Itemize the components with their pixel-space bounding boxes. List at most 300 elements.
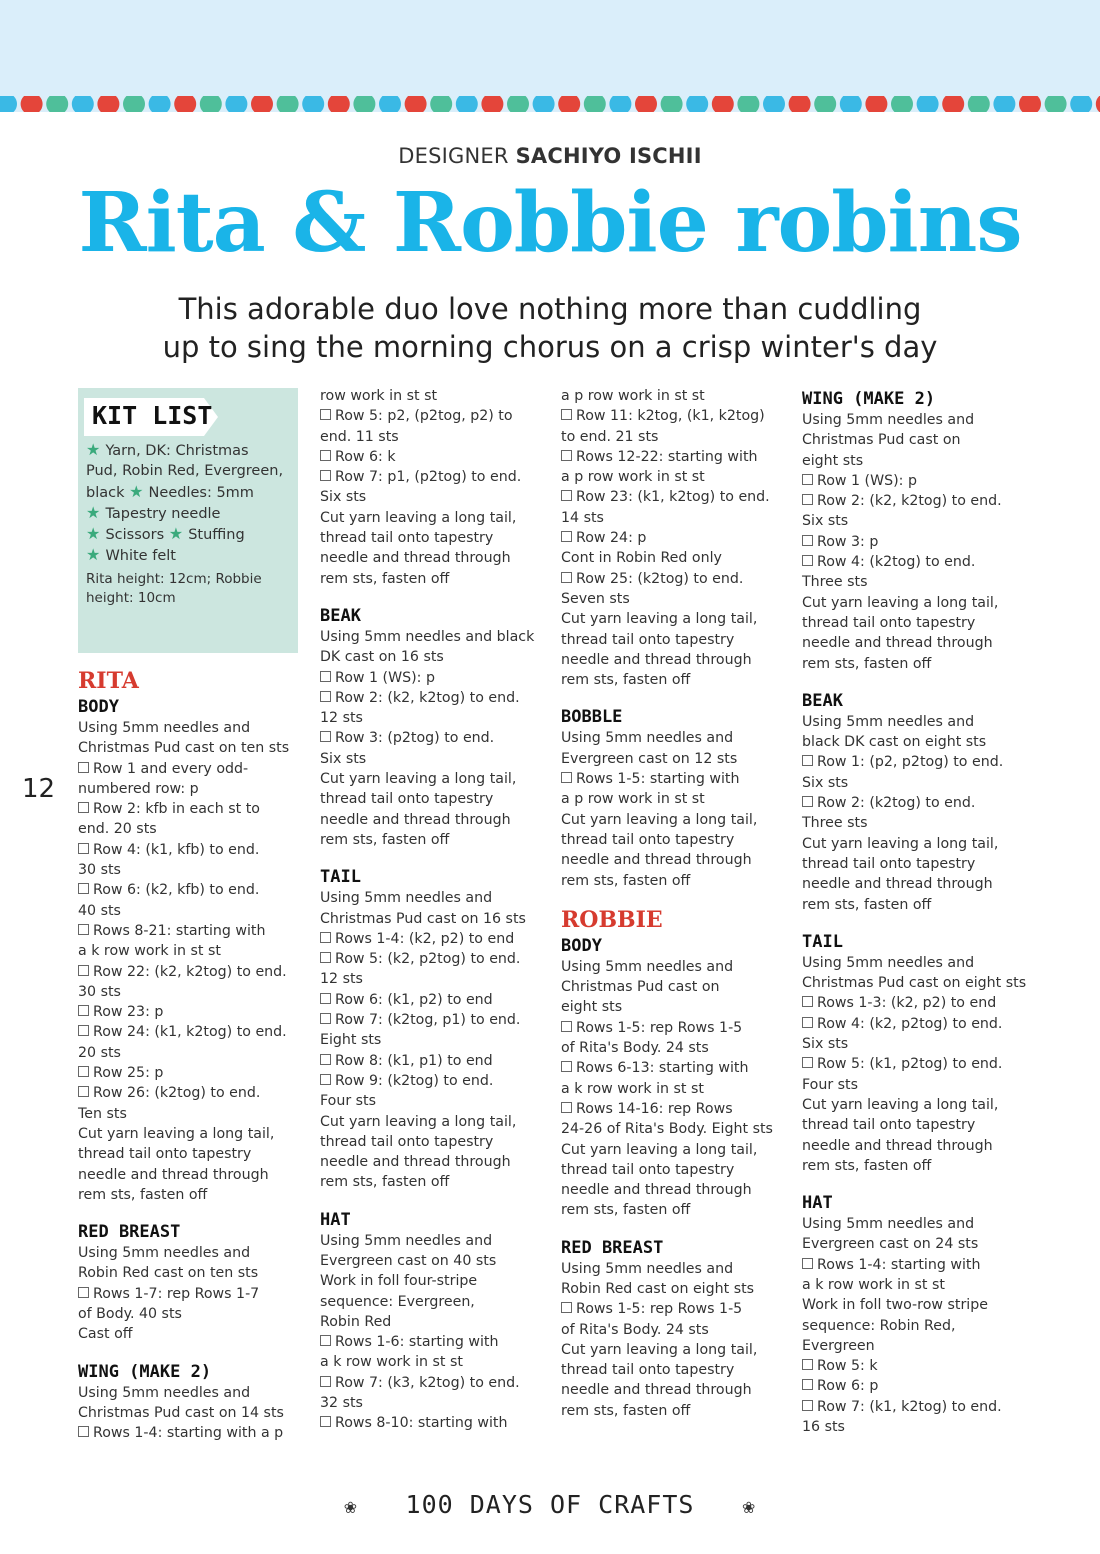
row-instruction: Rows 1-5: starting with [576, 771, 740, 788]
instruction-line: a p row work in st st [561, 791, 705, 808]
kit-list-pennant-tail [78, 652, 298, 654]
row-instruction: Row 6: k [335, 448, 396, 465]
checkbox-icon[interactable] [78, 1025, 89, 1036]
checkbox-icon[interactable] [78, 1066, 89, 1077]
instruction-line: Evergreen [802, 1337, 875, 1354]
instruction-line: Christmas Pud cast on eight sts [802, 975, 1027, 992]
section-gap [561, 891, 793, 905]
instruction-line: end. 11 sts [320, 428, 399, 445]
row-instruction: Row 1: (p2, p2tog) to end. [817, 754, 1004, 771]
checkbox-icon[interactable] [320, 409, 331, 420]
checkbox-icon[interactable] [78, 965, 89, 976]
instruction-line: sequence: Robin Red, [802, 1317, 956, 1334]
scalloped-dot-border [0, 96, 1100, 112]
border-dot [0, 96, 17, 112]
border-dot [353, 96, 375, 112]
checkbox-icon[interactable] [78, 1005, 89, 1016]
row-instruction: Rows 1-6: starting with [335, 1334, 499, 1351]
row-instruction: Row 2: (k2tog) to end. [817, 795, 976, 812]
checkbox-icon[interactable] [802, 1359, 813, 1370]
instruction-line: Seven sts [561, 590, 630, 607]
instruction-line: 30 sts [78, 983, 121, 1000]
instruction-line: Evergreen cast on 24 sts [802, 1236, 979, 1253]
pattern-column-2 [320, 386, 552, 1434]
border-dot [507, 96, 529, 112]
instruction-line: Robin Red cast on ten sts [78, 1265, 259, 1282]
checkbox-icon[interactable] [320, 470, 331, 481]
instruction-line: thread tail onto tapestry [561, 631, 735, 648]
instruction-line: rem sts, fasten off [802, 1157, 932, 1174]
instruction-line: Ten sts [78, 1105, 127, 1122]
kit-list-line [86, 440, 292, 461]
kit-list-line [86, 503, 292, 524]
row-instruction: Row 5: k [817, 1358, 878, 1375]
border-dot [635, 96, 657, 112]
instruction-line: Six sts [320, 750, 367, 767]
row-instruction: Row 3: (p2tog) to end. [335, 730, 495, 747]
row-instruction: Row 5: (k2, p2tog) to end. [335, 951, 521, 968]
checkbox-row [802, 1397, 1034, 1417]
instruction-line: Evergreen cast on 12 sts [561, 750, 738, 767]
instruction-line: thread tail onto tapestry [561, 1362, 735, 1379]
instruction-line: Cut yarn leaving a long tail, [78, 1125, 275, 1142]
row-instruction: Row 7: (k3, k2tog) to end. [335, 1374, 520, 1391]
instruction-line: rem sts, fasten off [561, 1402, 691, 1419]
checkbox-icon[interactable] [561, 450, 572, 461]
border-dot [481, 96, 503, 112]
instruction-line: 12 sts [320, 971, 363, 988]
checkbox-row [802, 491, 1034, 511]
pattern-column-3 [561, 386, 793, 1421]
instruction-line: needle and thread through [320, 1154, 511, 1171]
checkbox-row [561, 1018, 793, 1038]
kit-list-line [86, 545, 292, 566]
designer-prefix: DESIGNER [398, 144, 516, 168]
kit-item-text: Pud, Robin Red, Evergreen, [86, 463, 284, 480]
flower-icon: ❀ [344, 1494, 358, 1518]
instruction-line: rem sts, fasten off [320, 1174, 450, 1191]
checkbox-icon[interactable] [320, 691, 331, 702]
instruction-line: needle and thread through [561, 651, 752, 668]
instruction-line: DK cast on 16 sts [320, 649, 444, 666]
instruction-line: 40 sts [78, 902, 121, 919]
checkbox-row [561, 769, 793, 789]
instruction-line: Work in foll two-row stripe [802, 1297, 988, 1314]
instruction-line: thread tail onto tapestry [802, 855, 976, 872]
checkbox-icon[interactable] [320, 932, 331, 943]
border-dot [1096, 96, 1100, 112]
footer-title: 100 DAYS OF CRAFTS [405, 1490, 695, 1519]
instruction-line: Christmas Pud cast on 16 sts [320, 910, 526, 927]
border-dot [584, 96, 606, 112]
instruction-line: Christmas Pud cast on 14 sts [78, 1404, 284, 1421]
instruction-line: sequence: Evergreen, [320, 1293, 475, 1310]
border-dot [328, 96, 350, 112]
checkbox-icon[interactable] [78, 1426, 89, 1437]
checkbox-icon[interactable] [802, 996, 813, 1007]
border-dot [430, 96, 452, 112]
instruction-line: rem sts, fasten off [802, 655, 932, 672]
checkbox-icon[interactable] [78, 1287, 89, 1298]
flower-icon: ❀ [742, 1494, 756, 1518]
checkbox-icon[interactable] [802, 1017, 813, 1028]
checkbox-row [320, 467, 552, 487]
instruction-line: a p row work in st st [561, 388, 705, 404]
checkbox-row [78, 1063, 310, 1083]
instruction-line: 14 sts [561, 509, 604, 526]
border-dot [917, 96, 939, 112]
border-dot [174, 96, 196, 112]
instruction-line: needle and thread through [802, 1137, 993, 1154]
instruction-line: 32 sts [320, 1395, 363, 1412]
instruction-line: of Rita's Body. 24 sts [561, 1321, 709, 1338]
instruction-line: thread tail onto tapestry [320, 530, 494, 547]
instruction-line: needle and thread through [561, 1382, 752, 1399]
instruction-line: thread tail onto tapestry [802, 614, 976, 631]
row-instruction: Row 26: (k2tog) to end. [93, 1085, 261, 1102]
checkbox-row [320, 929, 552, 949]
checkbox-row [320, 1413, 552, 1433]
instruction-line: thread tail onto tapestry [802, 1117, 976, 1134]
instruction-line: eight sts [561, 999, 623, 1016]
row-instruction: Rows 14-16: rep Rows [576, 1100, 733, 1117]
section-heading: HAT [320, 1209, 351, 1230]
border-dot [789, 96, 811, 112]
section-gap [802, 674, 1034, 688]
row-instruction: Row 2: kfb in each st to [93, 801, 260, 818]
instruction-line: a k row work in st st [561, 1080, 704, 1097]
checkbox-icon[interactable] [561, 1102, 572, 1113]
instruction-line: of Rita's Body. 24 sts [561, 1040, 709, 1057]
row-instruction: Row 2: (k2, k2tog) to end. [335, 689, 520, 706]
row-instruction: Row 22: (k2, k2tog) to end. [93, 963, 287, 980]
row-instruction: Rows 1-4: (k2, p2) to end [335, 930, 515, 947]
checkbox-icon[interactable] [320, 1376, 331, 1387]
top-band [0, 0, 1100, 112]
instruction-line: Work in foll four-stripe [320, 1273, 478, 1290]
row-instruction: Row 5: p2, (p2tog, p2) to [335, 408, 513, 425]
checkbox-row [78, 962, 310, 982]
checkbox-row [561, 1058, 793, 1078]
checkbox-row [320, 1010, 552, 1030]
instruction-line: Cut yarn leaving a long tail, [320, 1113, 517, 1130]
instruction-line: needle and thread through [78, 1166, 269, 1183]
designer-credit [0, 144, 1100, 168]
row-instruction: Rows 8-10: starting with [335, 1415, 508, 1432]
kit-list-line [86, 482, 292, 503]
star-icon: ★ [129, 481, 149, 501]
instruction-line: needle and thread through [320, 550, 511, 567]
checkbox-row [320, 1332, 552, 1352]
checkbox-icon[interactable] [78, 802, 89, 813]
checkbox-icon[interactable] [561, 1302, 572, 1313]
instruction-line: Three sts [802, 815, 868, 832]
row-instruction: Rows 1-5: rep Rows 1-5 [576, 1301, 743, 1318]
instruction-line: Using 5mm needles and [802, 954, 975, 971]
instruction-line: of Body. 40 sts [78, 1306, 182, 1323]
checkbox-row [320, 1373, 552, 1393]
checkbox-icon[interactable] [78, 762, 89, 773]
row-instruction: Row 1 (WS): p [817, 472, 917, 489]
row-instruction: Rows 1-4: starting with [817, 1256, 981, 1273]
instruction-line: Using 5mm needles and [320, 1232, 493, 1249]
checkbox-icon[interactable] [78, 883, 89, 894]
instruction-line: Using 5mm needles and [78, 1245, 251, 1262]
instruction-line: Christmas Pud cast on [561, 979, 720, 996]
checkbox-row [561, 569, 793, 589]
star-icon: ★ [86, 545, 106, 565]
instruction-line: Using 5mm needles and [78, 720, 251, 736]
row-instruction: Rows 1-3: (k2, p2) to end [817, 995, 997, 1012]
row-instruction: Row 8: (k1, p1) to end [335, 1052, 493, 1069]
checkbox-icon[interactable] [78, 843, 89, 854]
instruction-line: Cut yarn leaving a long tail, [802, 594, 999, 611]
instruction-line: rem sts, fasten off [561, 672, 691, 689]
instruction-line: to end. 21 sts [561, 428, 659, 445]
checkbox-row [78, 799, 310, 819]
row-instruction: Row 24: (k1, k2tog) to end. [93, 1024, 287, 1041]
instruction-line: eight sts [802, 452, 864, 469]
checkbox-icon[interactable] [802, 535, 813, 546]
border-dot [1045, 96, 1067, 112]
instruction-line: a k row work in st st [802, 1276, 945, 1293]
star-icon: ★ [86, 524, 106, 544]
checkbox-row [320, 1071, 552, 1091]
instruction-line: needle and thread through [802, 635, 993, 652]
checkbox-row [802, 1376, 1034, 1396]
border-dot [712, 96, 734, 112]
page-number: 12 [22, 774, 56, 804]
row-instruction: Row 5: (k1, p2tog) to end. [817, 1056, 1003, 1073]
row-instruction: Row 25: (k2tog) to end. [576, 570, 744, 587]
checkbox-icon[interactable] [320, 450, 331, 461]
checkbox-row [320, 728, 552, 748]
character-heading: RITA [78, 668, 139, 694]
instruction-line: rem sts, fasten off [78, 1186, 208, 1203]
checkbox-icon[interactable] [78, 924, 89, 935]
checkbox-row [78, 840, 310, 860]
section-heading: WING (MAKE 2) [802, 389, 936, 409]
checkbox-icon[interactable] [320, 952, 331, 963]
instruction-line: Christmas Pud cast on [802, 432, 961, 449]
checkbox-row [802, 552, 1034, 572]
kit-size-line: Rita height: 12cm; Robbie [86, 571, 262, 587]
border-dot [763, 96, 785, 112]
section-heading: BOBBLE [561, 707, 623, 728]
checkbox-icon[interactable] [802, 1379, 813, 1390]
checkbox-icon[interactable] [802, 796, 813, 807]
instruction-line: rem sts, fasten off [561, 1202, 691, 1219]
kit-item-text: black [86, 484, 130, 501]
instruction-line: Cut yarn leaving a long tail, [802, 835, 999, 852]
section-gap [561, 1221, 793, 1235]
instruction-line: Using 5mm needles and [802, 1216, 975, 1233]
checkbox-icon[interactable] [802, 555, 813, 566]
instruction-line: Using 5mm needles and black [320, 628, 535, 645]
checkbox-row [802, 1356, 1034, 1376]
instruction-line: Using 5mm needles and [802, 412, 975, 428]
row-instruction: Row 4: (k1, kfb) to end. [93, 841, 260, 858]
checkbox-row [320, 447, 552, 467]
instruction-line: thread tail onto tapestry [561, 831, 735, 848]
checkbox-row [78, 1083, 310, 1103]
kit-item-text: Stuffing [188, 527, 245, 544]
pattern-column-4 [802, 386, 1034, 1437]
border-dot [865, 96, 887, 112]
checkbox-icon[interactable] [78, 1086, 89, 1097]
checkbox-icon[interactable] [561, 1021, 572, 1032]
checkbox-icon[interactable] [802, 1057, 813, 1068]
checkbox-icon[interactable] [802, 1400, 813, 1411]
checkbox-row [78, 759, 310, 779]
checkbox-row [802, 993, 1034, 1013]
instruction-line: 20 sts [78, 1044, 121, 1061]
instruction-line: 30 sts [78, 862, 121, 879]
instruction-line: Cast off [78, 1326, 133, 1343]
subtitle-line: This adorable duo love nothing more than cuddling [178, 292, 922, 326]
border-dot [686, 96, 708, 112]
section-heading: BEAK [802, 690, 843, 711]
section-heading: TAIL [802, 931, 843, 952]
section-heading: BODY [78, 697, 119, 717]
row-instruction: Row 7: (k2tog, p1) to end. [335, 1012, 521, 1029]
instruction-line: Cut yarn leaving a long tail, [320, 509, 517, 526]
border-dot [21, 96, 43, 112]
border-dot [558, 96, 580, 112]
row-instruction: Rows 1-4: starting with a p [93, 1425, 284, 1442]
subtitle-line: up to sing the morning chorus on a crisp winter's day [162, 330, 938, 364]
section-gap [561, 690, 793, 704]
instruction-line: Six sts [802, 513, 849, 530]
kit-list-line [86, 524, 292, 545]
instruction-line: a p row work in st st [561, 469, 705, 486]
border-dot [456, 96, 478, 112]
instruction-line: row work in st st [320, 388, 438, 404]
row-instruction: Row 23: (k1, k2tog) to end. [576, 489, 770, 506]
star-icon: ★ [86, 502, 106, 522]
star-icon: ★ [86, 440, 106, 459]
checkbox-icon[interactable] [561, 409, 572, 420]
section-heading: RED BREAST [78, 1222, 181, 1243]
section-gap [320, 589, 552, 603]
row-instruction: Row 2: (k2, k2tog) to end. [817, 493, 1002, 510]
row-instruction: Row 7: (k1, k2tog) to end. [817, 1398, 1002, 1415]
checkbox-row [78, 1423, 310, 1443]
row-instruction: Row 1 (WS): p [335, 669, 435, 686]
checkbox-row [802, 1014, 1034, 1034]
instruction-line: needle and thread through [561, 852, 752, 869]
row-instruction: Row 4: (k2, p2tog) to end. [817, 1015, 1003, 1032]
instruction-line: needle and thread through [802, 876, 993, 893]
checkbox-row [78, 921, 310, 941]
instruction-line: Cut yarn leaving a long tail, [561, 1341, 758, 1358]
instruction-line: Using 5mm needles and [561, 730, 734, 747]
row-instruction: Row 1 and every odd- [93, 760, 249, 777]
row-instruction: Row 11: k2tog, (k1, k2tog) [576, 408, 765, 425]
checkbox-row [561, 528, 793, 548]
checkbox-row [802, 793, 1034, 813]
checkbox-icon[interactable] [561, 1061, 572, 1072]
instruction-line: Cut yarn leaving a long tail, [561, 611, 758, 628]
instruction-line: numbered row: p [78, 780, 199, 797]
row-instruction: Rows 6-13: starting with [576, 1060, 749, 1077]
checkbox-icon[interactable] [802, 755, 813, 766]
checkbox-row [802, 752, 1034, 772]
checkbox-row [561, 447, 793, 467]
border-dot [533, 96, 555, 112]
checkbox-icon[interactable] [561, 572, 572, 583]
checkbox-icon[interactable] [561, 490, 572, 501]
border-dot [993, 96, 1015, 112]
checkbox-icon[interactable] [320, 1074, 331, 1085]
instruction-line: Cont in Robin Red only [561, 550, 722, 567]
row-instruction: Row 3: p [817, 533, 879, 550]
border-dot [609, 96, 631, 112]
section-gap [78, 1205, 310, 1219]
checkbox-icon[interactable] [561, 531, 572, 542]
instruction-line: Using 5mm needles and [320, 890, 493, 907]
instruction-line: Using 5mm needles and [561, 1260, 734, 1277]
instruction-line: thread tail onto tapestry [78, 1146, 252, 1163]
border-dot [200, 96, 222, 112]
section-heading: RED BREAST [561, 1237, 664, 1258]
border-dot [1019, 96, 1041, 112]
checkbox-icon[interactable] [802, 1258, 813, 1269]
checkbox-icon[interactable] [320, 731, 331, 742]
checkbox-icon[interactable] [320, 671, 331, 682]
kit-list-items [86, 440, 292, 567]
checkbox-icon[interactable] [320, 1013, 331, 1024]
checkbox-row [802, 471, 1034, 491]
checkbox-icon[interactable] [802, 474, 813, 485]
section-heading: BODY [561, 935, 602, 956]
checkbox-icon[interactable] [561, 772, 572, 783]
checkbox-icon[interactable] [802, 494, 813, 505]
instruction-line: rem sts, fasten off [561, 872, 691, 889]
section-heading: TAIL [320, 867, 361, 888]
row-instruction: Row 9: (k2tog) to end. [335, 1072, 494, 1089]
section-gap [320, 1193, 552, 1207]
checkbox-row [561, 1099, 793, 1119]
instruction-line: rem sts, fasten off [320, 831, 450, 848]
checkbox-row [320, 990, 552, 1010]
border-dot [149, 96, 171, 112]
instruction-line: Using 5mm needles and [561, 958, 734, 975]
instruction-line: Four sts [802, 1076, 859, 1093]
border-dot [251, 96, 273, 112]
instruction-line: thread tail onto tapestry [320, 1133, 494, 1150]
instruction-line: Eight sts [320, 1032, 382, 1049]
row-instruction: Rows 1-7: rep Rows 1-7 [93, 1285, 260, 1302]
section-gap [802, 1176, 1034, 1190]
checkbox-row [320, 406, 552, 426]
row-instruction: Rows 12-22: starting with [576, 448, 758, 465]
row-instruction: Row 25: p [93, 1065, 164, 1082]
border-dot [46, 96, 68, 112]
checkbox-icon[interactable] [320, 1335, 331, 1346]
row-instruction: Rows 1-5: rep Rows 1-5 [576, 1019, 743, 1036]
border-dot [840, 96, 862, 112]
border-dot [942, 96, 964, 112]
instruction-line: Using 5mm needles and [802, 713, 975, 730]
instruction-line: Using 5mm needles and [78, 1384, 251, 1401]
checkbox-icon[interactable] [320, 1416, 331, 1427]
row-instruction: Row 7: p1, (p2tog) to end. [335, 469, 522, 486]
checkbox-icon[interactable] [320, 993, 331, 1004]
section-gap [802, 915, 1034, 929]
checkbox-icon[interactable] [320, 1054, 331, 1065]
row-instruction: Row 4: (k2tog) to end. [817, 554, 976, 571]
